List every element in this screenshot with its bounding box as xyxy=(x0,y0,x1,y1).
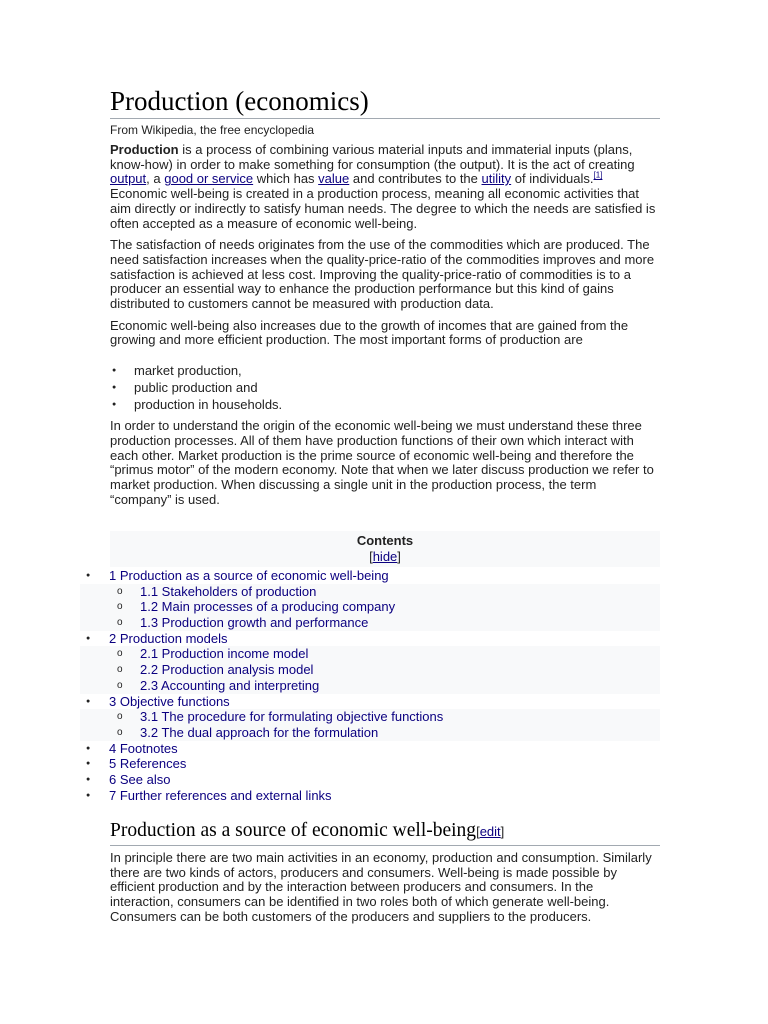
article-content xyxy=(110,84,660,567)
bullet-icon: ● xyxy=(86,760,91,768)
list-item: ● public production and xyxy=(110,379,660,396)
section-body xyxy=(110,851,660,932)
toc-hide-toggle xyxy=(110,549,660,565)
bracket: ] xyxy=(397,549,401,565)
toc-item[interactable] xyxy=(80,631,660,647)
link-good-or-service[interactable]: good or service xyxy=(164,171,254,187)
tagline: From Wikipedia, the free encyclopedia xyxy=(110,123,315,137)
toc-item[interactable] xyxy=(80,599,660,615)
toc-item[interactable] xyxy=(80,788,660,804)
toc-item[interactable] xyxy=(80,741,660,757)
toc-item-label: 1.3 Production growth and performance xyxy=(140,615,369,631)
toc-item-label: 1.1 Stakeholders of production xyxy=(140,583,317,599)
list-item: ● market production, xyxy=(110,362,660,379)
toc-item[interactable] xyxy=(80,694,660,710)
circle-bullet-icon: o xyxy=(117,617,123,629)
toc-list xyxy=(80,568,660,803)
toc-item[interactable] xyxy=(80,662,660,678)
toc-header xyxy=(110,531,660,567)
toc-item-label: 1 Production as a source of economic well-being xyxy=(109,568,389,583)
edit-link[interactable]: edit xyxy=(479,824,501,839)
bracket: [ xyxy=(369,549,373,565)
toc-item[interactable] xyxy=(80,615,660,631)
intro-text: is a process of combining various material inputs and immaterial inputs (plans, know-how) in order to make something for consumption (the output). It is the act of creating xyxy=(110,142,635,172)
section-heading-text: Production as a source of economic well-being xyxy=(110,820,477,841)
intro-text: which has xyxy=(253,171,319,187)
paragraph-2: The satisfaction of needs originates from the use of the commodities which are produced. The need satisfaction increases when the quality-price-ratio of the commodities improves and more satisfaction is achieved at less cost. Improving the quality-price-ratio of commodities is to a producer an essential way to enhance the production performance but this kind of gains distributed to customers cannot be measured with production data. xyxy=(110,237,655,312)
toc-item[interactable] xyxy=(80,646,660,662)
reference-link-1[interactable]: [1] xyxy=(593,171,603,181)
circle-bullet-icon: o xyxy=(117,726,123,738)
intro-text: Economic well-being is created in a production process, meaning all economic activities that aim directly or indirectly to satisfy human needs. The degree to which the needs are satisfied is often accepted as a measure of economic well-being. xyxy=(110,186,656,231)
intro-text: and contributes to the xyxy=(349,171,482,187)
toc-item-label: 1.2 Main processes of a producing company xyxy=(140,599,396,615)
toc-item[interactable] xyxy=(80,568,660,584)
paragraph-4: In order to understand the origin of the economic well-being we must understand these three production processes. All of them have production functions of their own which interact with each other. Market production is the prime source of economic well-being and therefore the “primus motor” of the modern economy. Note that when we later discuss production we refer to market production. When discussing a single unit in the production process, the term “company” is used. xyxy=(110,418,654,507)
link-value[interactable]: value xyxy=(318,171,350,187)
section-heading xyxy=(110,818,660,846)
circle-bullet-icon: o xyxy=(117,601,123,613)
production-forms-list xyxy=(110,362,660,413)
bullet-icon: ● xyxy=(86,775,91,783)
paragraph-3: Economic well-being also increases due to the growth of incomes that are gained from the growing and more efficient production. The most important forms of production are xyxy=(110,317,629,348)
toc-item-label: 3.1 The procedure for formulating objective functions xyxy=(140,709,444,725)
bullet-icon: ● xyxy=(86,744,91,752)
toc-item[interactable] xyxy=(80,756,660,772)
toc-hide-link[interactable]: hide xyxy=(372,549,398,565)
edit-section xyxy=(476,824,504,839)
bracket: ] xyxy=(500,824,505,839)
toc-item[interactable] xyxy=(80,678,660,694)
intro-paragraph xyxy=(110,143,660,231)
list-item: ● production in households. xyxy=(110,396,660,413)
toc-title: Contents xyxy=(356,533,414,549)
bullet-icon: ● xyxy=(86,697,91,705)
circle-bullet-icon: o xyxy=(117,648,123,660)
toc-item[interactable] xyxy=(80,584,660,600)
toc-item-label: 5 References xyxy=(109,756,187,772)
toc-item-label: 2.1 Production income model xyxy=(140,646,309,662)
toc-item[interactable] xyxy=(80,772,660,788)
toc-item-label: 2.2 Production analysis model xyxy=(140,662,314,678)
bullet-icon: ● xyxy=(86,572,91,579)
page-title: Production (economics) xyxy=(110,84,660,119)
toc-item-label: 2.3 Accounting and interpreting xyxy=(140,677,320,693)
bullet-icon: ● xyxy=(86,791,91,799)
circle-bullet-icon: o xyxy=(117,585,123,597)
intro-text: of individuals. xyxy=(511,171,594,187)
section-paragraph: In principle there are two main activities in an economy, production and consumption. Similarly there are two kinds of actors, producers and consumers. Well-being is made possible by efficient production and by the interaction between producers and consumers. In the interaction, consumers can be identified in two roles both of which generate well-being. Consumers can be both customers of the producers and suppliers to the producers. xyxy=(110,850,652,924)
toc-item[interactable] xyxy=(80,709,660,725)
link-utility[interactable]: utility xyxy=(481,171,512,187)
circle-bullet-icon: o xyxy=(117,679,123,691)
toc-item-label: 4 Footnotes xyxy=(109,740,178,756)
toc-item-label: 7 Further references and external links xyxy=(109,787,332,803)
toc-item-label: 3.2 The dual approach for the formulation xyxy=(140,724,379,740)
bold-term: Production xyxy=(110,142,179,157)
link-output[interactable]: output xyxy=(110,171,147,187)
toc-item[interactable] xyxy=(80,725,660,741)
toc-item-label: 6 See also xyxy=(109,771,171,787)
circle-bullet-icon: o xyxy=(117,664,123,676)
bracket: [ xyxy=(476,824,480,839)
intro-text: , a xyxy=(146,171,165,187)
toc-item-label: 3 Objective functions xyxy=(109,693,230,709)
bullet-icon: ● xyxy=(86,634,91,642)
circle-bullet-icon: o xyxy=(117,711,123,723)
toc-item-label: 2 Production models xyxy=(109,630,228,646)
